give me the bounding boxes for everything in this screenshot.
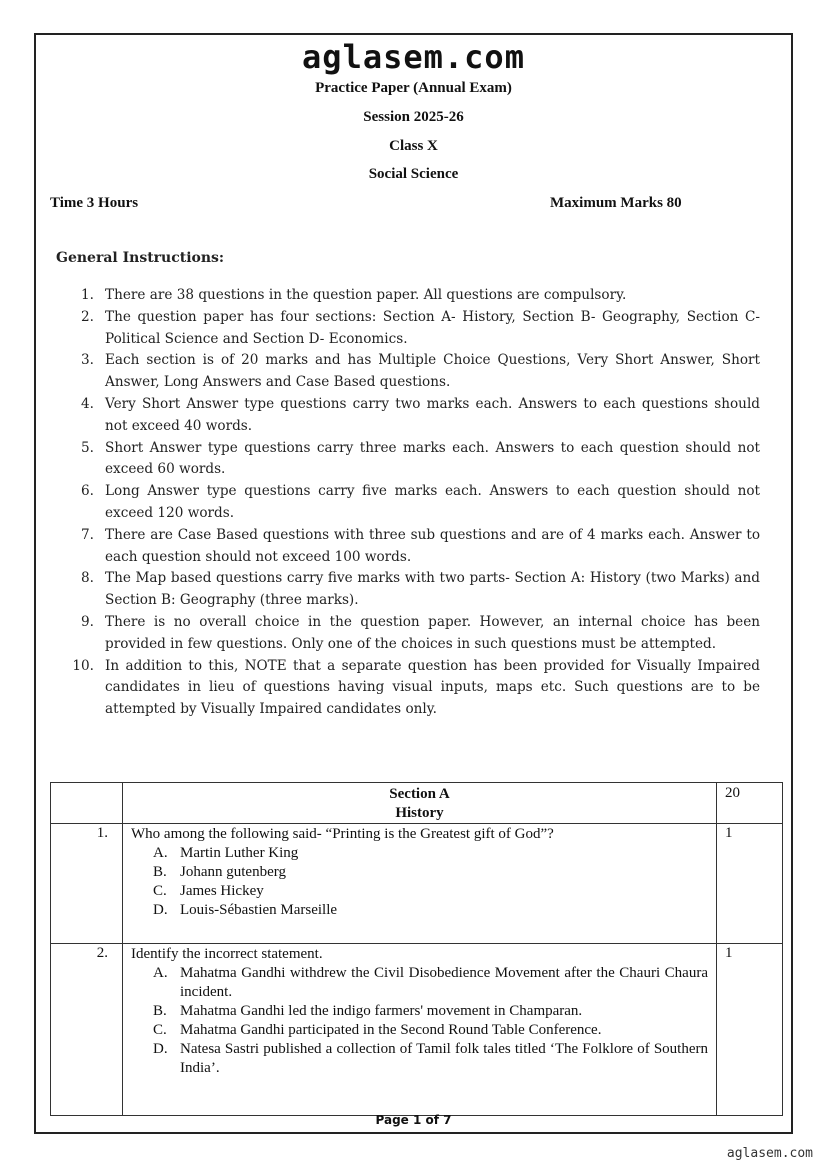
section-num-cell [51, 783, 123, 824]
option-text: Mahatma Gandhi led the indigo farmers' movement in Champaran. [180, 1003, 583, 1019]
section-header-row [51, 783, 783, 824]
page-number: Page 1 of 7 [375, 1113, 452, 1127]
section-title-cell [123, 783, 717, 824]
instruction-text: There is no overall choice in the question paper. However, an internal choice has been provided in few questions. Only one of the choices in such questions must be attempted. [105, 613, 760, 652]
option-text: Louis-Sébastien Marseille [180, 902, 338, 918]
option-letter: B. [153, 1003, 167, 1019]
option-text: Johann gutenberg [180, 864, 286, 880]
option-text: Mahatma Gandhi participated in the Second Round Table Conference. [180, 1022, 602, 1038]
option-item [131, 863, 708, 882]
instruction-number: 5. [81, 439, 94, 456]
option-text: Natesa Sastri published a collection of Tamil folk tales titled ‘The Folklore of Southern India’. [180, 1041, 708, 1076]
option-letter: D. [153, 1041, 168, 1057]
option-letter: A. [153, 845, 168, 861]
option-item [131, 882, 708, 901]
instruction-number: 2. [81, 308, 94, 325]
instruction-text: Long Answer type questions carry five marks each. Answers to each question should not exceed 120 words. [105, 483, 760, 521]
instruction-item [56, 481, 760, 525]
section-marks: 20 [717, 783, 783, 824]
option-item [131, 901, 708, 920]
instruction-number: 1. [81, 287, 94, 303]
instruction-text: Very Short Answer type questions carry two marks each. Answers to each questions should not exceed 40 words. [105, 395, 760, 434]
option-item [131, 1040, 708, 1078]
session-label: Session 2025-26 [363, 109, 464, 125]
question-text: Who among the following said- “Printing is the Greatest gift of God”? [131, 826, 554, 842]
questions-table [50, 782, 783, 1116]
instruction-text: There are Case Based questions with three sub questions and are of 4 marks each. Answer to each question should not exceed 100 words. [105, 526, 760, 565]
section-title: Section A [389, 786, 450, 802]
instruction-number: 9. [81, 613, 94, 630]
instruction-item [56, 394, 760, 438]
instruction-item [56, 656, 760, 721]
watermark: aglasem.com [726, 1146, 813, 1161]
instructions-list [56, 285, 760, 721]
option-item [131, 1002, 708, 1021]
option-letter: C. [153, 1022, 167, 1038]
instruction-item [56, 568, 760, 612]
instruction-number: 4. [81, 395, 94, 412]
instruction-item [56, 285, 760, 307]
max-marks-label: Maximum Marks 80 [550, 195, 682, 211]
instruction-number: 6. [81, 483, 94, 500]
option-text: Martin Luther King [180, 845, 299, 861]
option-list [131, 964, 708, 1078]
option-letter: D. [153, 902, 168, 918]
paper-title: Practice Paper (Annual Exam) [315, 80, 512, 96]
option-item [131, 1021, 708, 1040]
instruction-text: In addition to this, NOTE that a separate question has been provided for Visually Impaired candidates in lieu of questions having visual inputs, maps etc. Such questions are to be attempted by Visually Impaired candidates only. [105, 657, 760, 718]
instruction-text: There are 38 questions in the question paper. All questions are compulsory. [105, 287, 627, 303]
class-label: Class X [389, 138, 438, 154]
option-text: James Hickey [180, 883, 264, 899]
option-letter: B. [153, 864, 167, 880]
question-number: 1. [51, 824, 123, 944]
instruction-text: The question paper has four sections: Section A- History, Section B- Geography, Section C- Political Science and Section D- Economics. [105, 308, 760, 347]
question-marks: 1 [717, 824, 783, 944]
question-row [51, 944, 783, 1116]
question-row [51, 824, 783, 944]
instruction-item [56, 438, 760, 482]
time-label: Time 3 Hours [50, 195, 139, 211]
instructions-title: General Instructions: [56, 250, 225, 266]
instruction-number: 10. [72, 657, 94, 674]
instruction-text: Short Answer type questions carry three marks each. Answers to each question should not exceed 60 words. [105, 439, 760, 478]
instruction-item [56, 350, 760, 394]
question-cell [123, 824, 717, 944]
section-subtitle: History [395, 805, 444, 821]
question-text: Identify the incorrect statement. [131, 946, 323, 962]
instruction-text: Each section is of 20 marks and has Multiple Choice Questions, Very Short Answer, Short Answer, Long Answers and Case Based questions. [105, 352, 760, 391]
option-item [131, 964, 708, 1002]
question-number: 2. [51, 944, 123, 1116]
option-letter: C. [153, 883, 167, 899]
instruction-number: 7. [81, 526, 94, 543]
instruction-item [56, 307, 760, 351]
instruction-item [56, 525, 760, 569]
subject-label: Social Science [368, 166, 459, 182]
instruction-item [56, 612, 760, 656]
option-text: Mahatma Gandhi withdrew the Civil Disobedience Movement after the Chauri Chaura incident. [180, 965, 708, 1000]
instruction-text: The Map based questions carry five marks with two parts- Section A: History (two Marks) and Section B: Geography (three marks). [105, 570, 760, 609]
option-list [131, 844, 708, 920]
instruction-number: 3. [81, 352, 94, 369]
option-item [131, 844, 708, 863]
aglasem-logo: aglasem.com [302, 38, 525, 76]
option-letter: A. [153, 965, 168, 981]
instruction-number: 8. [81, 570, 94, 587]
question-cell [123, 944, 717, 1116]
question-marks: 1 [717, 944, 783, 1116]
